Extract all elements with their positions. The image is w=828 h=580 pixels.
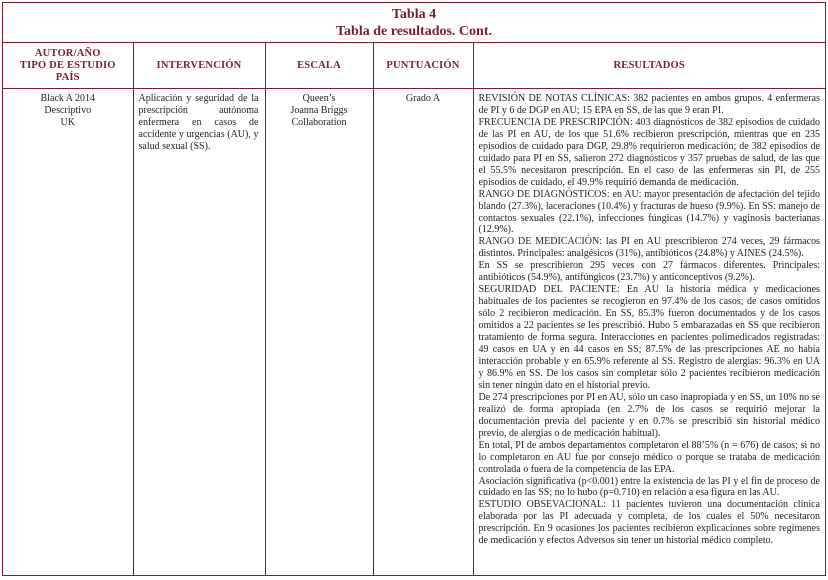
author-line: Descriptivo [44, 104, 92, 116]
header-author-line: PAÍS [55, 71, 80, 83]
scale-line: Queen’s [302, 93, 336, 104]
table-row [3, 89, 825, 576]
cell-author [3, 89, 133, 576]
scale-line: Joanna Briggs [290, 104, 348, 116]
header-author [3, 43, 133, 89]
result-paragraph: REVISIÓN DE NOTAS CLÍNICAS: 382 pacientes en ambos grupos. 4 enfermeras de PI y 6 de DGP en AU; 15 EPA en SS, de las que 9 eran PI. [478, 93, 820, 116]
table-title: Tabla 4 [391, 7, 437, 22]
result-paragraph: De 274 prescripciones por PI en AU, sólo un caso inapropiada y en SS, un 10% no se realizó de forma apropiada (en 2.7% de los casos se requirió mejorar la documentación previa del paciente y en 0.7% se prescribió sin historial médico previo, de alergias o de medicación habitual). [478, 391, 820, 439]
table-caption [3, 3, 825, 43]
result-paragraph: RANGO DE MEDICACIÓN: las PI en AU prescribieron 274 veces, 29 fármacos distintos. Principales: analgésicos (31%), antibióticos (24.8%) y AINES (24.5%). [478, 236, 820, 260]
author-line: Black A 2014 [40, 93, 95, 104]
cell-intervention: Aplicación y seguridad de la prescripción autónoma enfermera en casos de accidente y urgencias (AU), y salud sexual (SS). [133, 89, 265, 576]
cell-score: Grado A [373, 89, 473, 576]
result-paragraph: RANGO DE DIAGNÓSTICOS: en AU: mayor presentación de afectación del tejido blando (27.3%), laceraciones (10.4%) y fracturas de hueso (9.9%). En SS: manejo de contactos sexuales (22.1%), infecciones fúngicas (14.7%) y vaginosis bacterianas (12.9%). [478, 188, 820, 236]
cell-scale [265, 89, 373, 576]
header-results: RESULTADOS [473, 43, 825, 89]
result-paragraph: Asociación significativa (p<0.001) entre la existencia de las PI y el fin de proceso de cuidado en las SS; no lo hubo (p=0.710) en relación a esa figura en las AU. [478, 475, 820, 499]
scale-line: Collaboration [291, 116, 347, 128]
table-subtitle: Tabla de resultados. Cont. [336, 24, 492, 39]
header-score: PUNTUACIÓN [373, 43, 473, 89]
result-paragraph: En total, PI de ambos departamentos completaron el 88’5% (n = 676) de casos; si no lo completaron en AU fue por consejo médico o porque se trataba de medicación controlada o fuera de la competencia de las EPA. [478, 439, 820, 475]
header-scale: ESCALA [265, 43, 373, 89]
result-paragraph: ESTUDIO OBSEVACIONAL: 11 pacientes tuvieron una documentación clínica elaborada por las PI adecuada y completa, de los cuales el 50% necesitaron prescripción. En 9 ocasiones los pacientes recibieron explicaciones sobre regímenes de medicación y efectos Adversos sin tener un historial médico completo. [478, 499, 820, 547]
results-table-panel [2, 2, 826, 576]
header-author-line: AUTOR/AÑO [34, 47, 101, 59]
author-line: UK [60, 116, 75, 128]
result-paragraph: SEGURIDAD DEL PACIENTE: En AU la historia médica y medicaciones habituales de los pacientes se recogieron en 97.4% de los casos; de casos omitidos sólo 2 recibieron medicación. En SS, 85.3% fueron documentados y de los casos omitidos a 22 pacientes se les prescribió. Hubo 5 embarazadas en SS que recibieron tratamiento de forma segura. Interacciones en pacientes polimedicados registradas: 49 casos en UA y en 44 casos en SS; 87.5% de las prescripciones AE no había interacción probable y en 65.9% referente al SS. Registro de alergias: 96.3% en UA y 86.9% en SS. De los casos sin completar sólo 2 pacientes recibieron medicación sin tener ningún dato en el historial previo. [478, 284, 820, 391]
cell-results [473, 89, 825, 576]
result-paragraph: FRECUENCIA DE PRESCRIPCIÓN: 403 diagnósticos de 382 episodios de cuidado de las PI en AU, de los que 51.6% recibieron prescripción, mientras que en 235 episodios de cuidado para DGP, 29.8% requirieron medicación; de 382 episodios de cuidado para PI en SS, salieron 272 diagnósticos y 357 pruebas de salud, de las que el 55.5% necesitaron prescripción. En el caso de las enfermeras sin PI, de 255 episodios de cuidado, el 49.9% requirió demanda de medicación. [478, 116, 820, 188]
header-row [3, 43, 825, 89]
header-author-line: TIPO DE ESTUDIO [19, 59, 116, 71]
result-paragraph: En SS se prescribieron 295 veces con 27 fármacos diferentes. Principales: antibióticos (54.9%), antifúngicos (23.7%) y anticonceptivos (9.2%). [478, 260, 820, 284]
header-intervention: INTERVENCIÓN [133, 43, 265, 89]
results-table [3, 43, 825, 576]
